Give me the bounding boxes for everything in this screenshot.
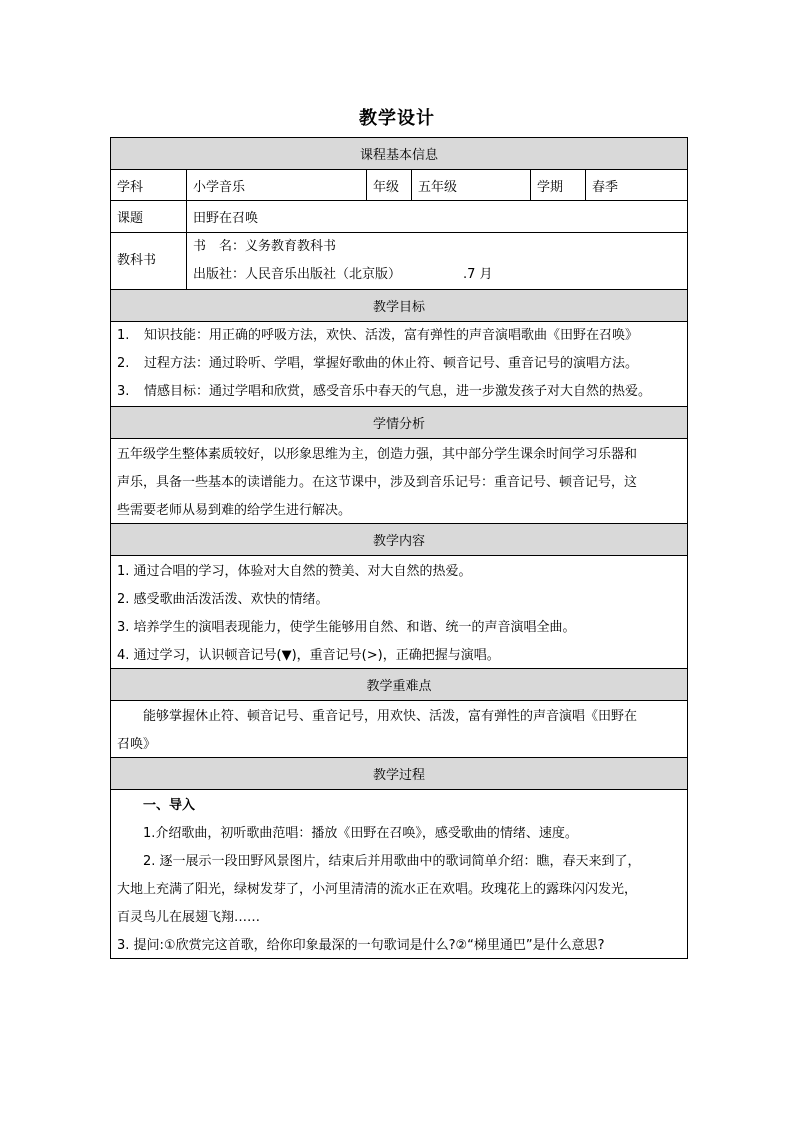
- content-item: 3. 培养学生的演唱表现能力，使学生能够用自然、和谐、统一的声音演唱全曲。: [117, 620, 576, 635]
- key-points-line: 召唤》: [117, 737, 157, 752]
- lesson-plan-table: [110, 137, 688, 959]
- analysis-block: [111, 439, 688, 524]
- textbook-label: 教科书: [111, 233, 187, 290]
- content-item: 1. 通过合唱的学习，体验对大自然的赞美、对大自然的热爱。: [117, 564, 472, 579]
- term-label: 学期: [531, 170, 586, 201]
- goals-block: [111, 322, 688, 407]
- process-step-3: 3. 提问:①欣赏完这首歌，给你印象最深的一句歌词是什么?②“梯里通巴”是什么意思?: [117, 938, 605, 953]
- section-header-analysis: 学情分析: [111, 407, 688, 439]
- textbook-details: [187, 233, 688, 290]
- subject-value: 小学音乐: [187, 170, 367, 201]
- analysis-line: 声乐，具备一些基本的读谱能力。在这节课中，涉及到音乐记号：重音记号、顿音记号，这: [117, 475, 638, 490]
- grade-value: 五年级: [412, 170, 531, 201]
- process-block: [111, 790, 688, 959]
- content-item: 2. 感受歌曲活泼活泼、欢快的情绪。: [117, 592, 329, 607]
- process-step-2-line: 百灵鸟儿在展翅飞翔……: [117, 910, 261, 925]
- goal-item: 2. 过程方法：通过聆听、学唱，掌握好歌曲的休止符、顿音记号、重音记号的演唱方法。: [117, 356, 639, 371]
- subject-label: 学科: [111, 170, 187, 201]
- process-step-1: 1.介绍歌曲，初听歌曲范唱：播放《田野在召唤》，感受歌曲的情绪、速度。: [143, 826, 578, 841]
- textbook-book-line: 书 名：义务教育教科书: [193, 239, 337, 254]
- section-header-process: 教学过程: [111, 758, 688, 790]
- term-value: 春季: [586, 170, 688, 201]
- section-header-key-points: 教学重难点: [111, 669, 688, 701]
- process-heading: 一、导入: [143, 798, 196, 813]
- textbook-date: .7 月: [463, 267, 493, 282]
- section-header-content: 教学内容: [111, 524, 688, 556]
- process-step-2-line: 2. 逐一展示一段田野风景图片，结束后并用歌曲中的歌词简单介绍：瞧，春天来到了，: [143, 854, 641, 869]
- lesson-label: 课题: [111, 201, 187, 233]
- content-item: 4. 通过学习，认识顿音记号(▼)，重音记号(>)，正确把握与演唱。: [117, 648, 500, 663]
- analysis-line: 五年级学生整体素质较好，以形象思维为主，创造力强，其中部分学生课余时间学习乐器和: [117, 447, 638, 462]
- document-title: 教学设计: [359, 108, 435, 129]
- process-step-2-line: 大地上充满了阳光，绿树发芽了，小河里清清的流水正在欢唱。玫瑰花上的露珠闪闪发光，: [117, 882, 638, 897]
- goal-item: 1. 知识技能：用正确的呼吸方法，欢快、活泼，富有弹性的声音演唱歌曲《田野在召唤》: [117, 328, 639, 343]
- analysis-line: 些需要老师从易到难的给学生进行解决。: [117, 503, 352, 518]
- grade-label: 年级: [367, 170, 412, 201]
- section-header-basic-info: 课程基本信息: [111, 138, 688, 170]
- section-header-goals: 教学目标: [111, 290, 688, 322]
- key-points-block: [111, 701, 688, 758]
- textbook-publisher-line: 出版社：人民音乐出版社（北京版） .7 月: [193, 267, 493, 282]
- content-block: [111, 556, 688, 669]
- lesson-value: 田野在召唤: [187, 201, 688, 233]
- goal-item: 3. 情感目标：通过学唱和欣赏，感受音乐中春天的气息，进一步激发孩子对大自然的热爱。: [117, 384, 652, 399]
- key-points-line: 能够掌握休止符、顿音记号、重音记号，用欢快、活泼，富有弹性的声音演唱《田野在: [143, 709, 638, 724]
